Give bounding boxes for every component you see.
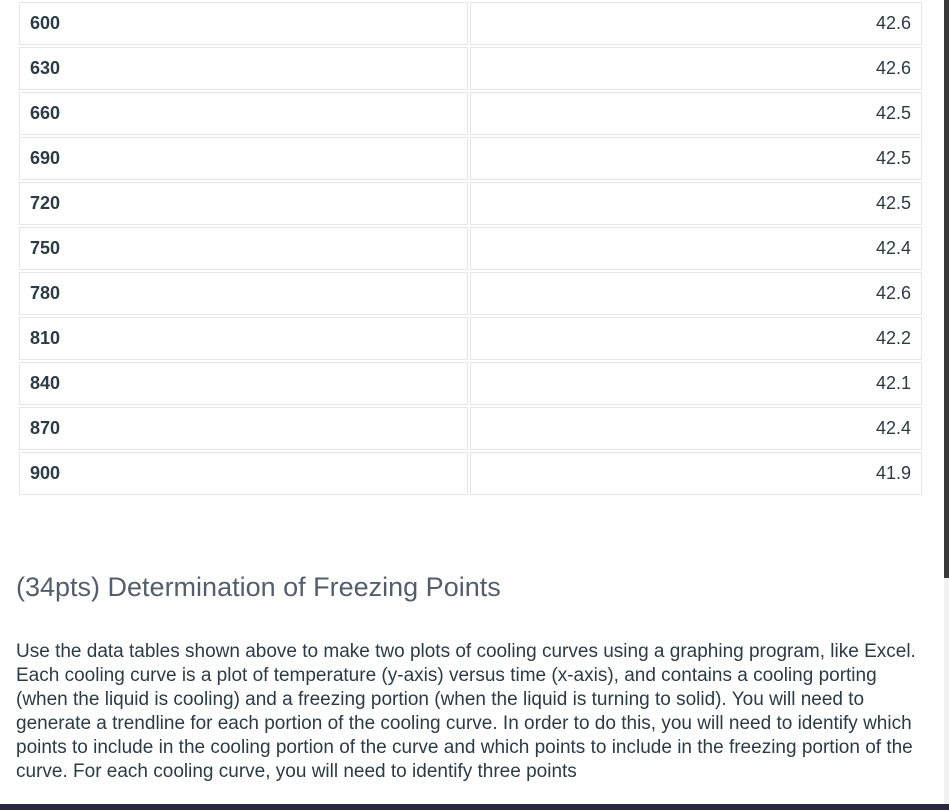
- table-row: [19, 407, 922, 450]
- temperature-cell: 42.5: [470, 137, 922, 180]
- time-cell: 720: [19, 182, 468, 225]
- section-body-text: Use the data tables shown above to make two plots of cooling curves using a graphing program, like Excel. Each cooling curve is a plot of temperature (y-axis) versus time (x-axis), and contains a cooling porting (when the liquid is cooling) and a freezing portion (when the liquid is turning to solid). You will need to generate a trendline for each portion of the cooling curve. In order to do this, you will need to identify which points to include in the cooling portion of the curve and which points to include in the freezing portion of the curve. For each cooling curve, you will need to identify three points: [16, 641, 916, 782]
- table-row: [19, 452, 922, 495]
- table-row: [19, 47, 922, 90]
- scrollbar[interactable]: [944, 0, 949, 578]
- temperature-cell: 42.5: [470, 92, 922, 135]
- table-row: [19, 2, 922, 45]
- time-cell: 750: [19, 227, 468, 270]
- time-cell: 690: [19, 137, 468, 180]
- table-row: [19, 182, 922, 225]
- temperature-cell: 42.5: [470, 182, 922, 225]
- data-table: [17, 0, 924, 497]
- temperature-cell: 42.4: [470, 407, 922, 450]
- temperature-cell: 42.1: [470, 362, 922, 405]
- temperature-cell: 41.9: [470, 452, 922, 495]
- time-cell: 900: [19, 452, 468, 495]
- temperature-cell: 42.6: [470, 272, 922, 315]
- time-cell: 810: [19, 317, 468, 360]
- time-cell: 870: [19, 407, 468, 450]
- taskbar-strip: [0, 804, 949, 810]
- table-row: [19, 362, 922, 405]
- table-row: [19, 137, 922, 180]
- time-cell: 840: [19, 362, 468, 405]
- time-cell: 660: [19, 92, 468, 135]
- time-cell: 600: [19, 2, 468, 45]
- time-cell: 630: [19, 47, 468, 90]
- table-row: [19, 227, 922, 270]
- time-cell: 780: [19, 272, 468, 315]
- table-row: [19, 92, 922, 135]
- table-row: [19, 317, 922, 360]
- temperature-cell: 42.6: [470, 47, 922, 90]
- section-heading: (34pts) Determination of Freezing Points: [16, 572, 501, 602]
- temperature-cell: 42.2: [470, 317, 922, 360]
- scrollbar-track-lower[interactable]: [944, 578, 949, 810]
- temperature-cell: 42.6: [470, 2, 922, 45]
- temperature-cell: 42.4: [470, 227, 922, 270]
- table-row: [19, 272, 922, 315]
